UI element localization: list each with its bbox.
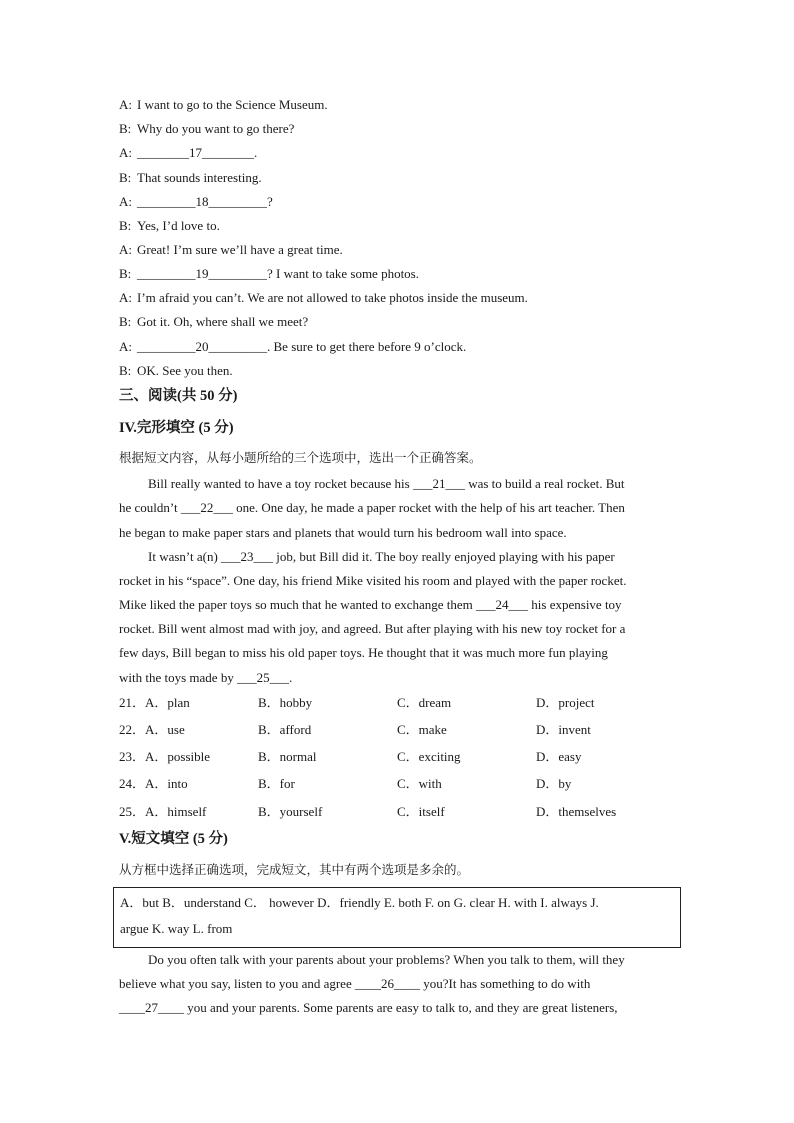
cloze-line	[119, 500, 625, 516]
dialogue-line	[119, 290, 528, 306]
choice-option: 23．A．possible	[119, 749, 211, 764]
dialogue-line	[119, 242, 343, 258]
cloze-text: It wasn’t a(n)	[148, 549, 222, 564]
answer-blank: _________20_________	[137, 339, 267, 354]
passage-text: believe what you say, listen to you and agree	[119, 976, 355, 991]
answer-blank: _________18_________	[137, 194, 267, 209]
passage-line	[148, 952, 625, 968]
cloze-text: rocket. Bill went almost mad with joy, and agreed. But after playing with his new toy rocket for a	[119, 621, 626, 636]
passage-blank: ____26____	[354, 976, 420, 991]
word-box-line-2: argue K. way L. from	[120, 921, 233, 936]
choice-option: D．by	[536, 776, 572, 791]
speaker-label: A:	[119, 290, 132, 305]
choice-option: C．dream	[397, 695, 452, 710]
cloze-line	[119, 597, 622, 613]
dialogue-line	[119, 266, 419, 282]
choice-option: C．itself	[397, 804, 445, 819]
dialogue-text-after: ? I want to take some photos.	[267, 266, 419, 281]
cloze-line	[119, 573, 626, 589]
choice-option: B．afford	[258, 722, 312, 737]
cloze-line	[119, 645, 608, 661]
choice-option: C．make	[397, 722, 447, 737]
choice-option: D．themselves	[536, 804, 617, 819]
cloze-text-after: .	[289, 670, 293, 685]
section-5-title: V.短文填空 (5 分)	[119, 831, 228, 847]
answer-blank: ________17________	[137, 145, 254, 160]
dialogue-text: Why do you want to go there?	[137, 121, 295, 136]
dialogue-text: Great! I’m sure we’ll have a great time.	[137, 242, 343, 257]
passage-blank: ____27____	[119, 1000, 184, 1015]
cloze-text: Mike liked the paper toys so much that he wanted to exchange them	[119, 597, 477, 612]
cloze-blank: ___22___	[180, 500, 233, 515]
passage-text-after: you and your parents. Some parents are easy to talk to, and they are great listeners,	[184, 1000, 618, 1015]
dialogue-text: That sounds interesting.	[137, 170, 262, 185]
speaker-label: A:	[119, 97, 132, 112]
dialogue-text-after: ?	[267, 194, 273, 209]
dialogue-line	[119, 145, 257, 161]
dialogue-line	[119, 314, 308, 330]
speaker-label: B:	[119, 121, 132, 136]
cloze-line	[119, 525, 567, 541]
cloze-blank: ___25___	[237, 670, 290, 685]
cloze-text-after: his expensive toy	[528, 597, 622, 612]
section-3-title: 三、阅读(共 50 分)	[119, 388, 238, 404]
choice-option: B．normal	[258, 749, 317, 764]
dialogue-text: Yes, I’d love to.	[137, 218, 220, 233]
speaker-label: B:	[119, 218, 132, 233]
speaker-label: B:	[119, 170, 132, 185]
dialogue-text: I want to go to the Science Museum.	[137, 97, 328, 112]
passage-text-after: you?It has something to do with	[419, 976, 591, 991]
speaker-label: A:	[119, 145, 132, 160]
choice-option: D．invent	[536, 722, 591, 737]
cloze-line	[119, 621, 625, 637]
choice-option: 24．A．into	[119, 776, 188, 791]
speaker-label: A:	[119, 194, 132, 209]
cloze-text: few days, Bill began to miss his old paper toys. He thought that it was much more fun playing	[119, 645, 608, 660]
cloze-blank: ___23___	[221, 549, 274, 564]
choice-option: B．hobby	[258, 695, 313, 710]
passage-line	[119, 976, 590, 992]
dialogue-text: Got it. Oh, where shall we meet?	[137, 314, 309, 329]
dialogue-text-after: .	[254, 145, 258, 160]
dialogue-line	[119, 363, 233, 379]
cloze-text: he began to make paper stars and planets that would turn his bedroom wall into space.	[119, 525, 567, 540]
choice-option: D．project	[536, 695, 595, 710]
choice-option: 25．A．himself	[119, 804, 207, 819]
cloze-blank: ___21___	[412, 476, 465, 491]
choice-option: D．easy	[536, 749, 582, 764]
cloze-line	[148, 549, 615, 565]
dialogue-text: OK. See you then.	[137, 363, 233, 378]
passage-text: Do you often talk with your parents about your problems? When you talk to them, will they	[148, 952, 625, 967]
cloze-line	[148, 476, 625, 492]
section-5-instruction: 从方框中选择正确选项，完成短文，其中有两个选项是多余的。	[119, 862, 470, 877]
section-4-instruction: 根据短文内容，从每小题所给的三个选项中，选出一个正确答案。	[119, 450, 482, 465]
choice-option: B．yourself	[258, 804, 323, 819]
cloze-text: he couldn’t	[119, 500, 181, 515]
speaker-label: B:	[119, 314, 132, 329]
cloze-text: rocket in his “space”. One day, his friend Mike visited his room and played with the paper rocket.	[119, 573, 627, 588]
cloze-text-after: job, but Bill did it. The boy really enjoyed playing with his paper	[273, 549, 615, 564]
dialogue-text-after: . Be sure to get there before 9 o’clock.	[267, 339, 467, 354]
cloze-line	[119, 670, 292, 686]
cloze-blank: ___24___	[476, 597, 529, 612]
dialogue-line	[119, 339, 466, 355]
dialogue-line	[119, 121, 294, 137]
choice-option: C．with	[397, 776, 442, 791]
word-box-line-1: A．but B．understand C． however D．friendly E. both F. on G. clear H. with I. always J.	[120, 895, 599, 910]
cloze-text-after: one. One day, he made a paper rocket with the help of his art teacher. Then	[232, 500, 625, 515]
choice-option: 22．A．use	[119, 722, 185, 737]
dialogue-line	[119, 97, 328, 113]
cloze-text-after: was to build a real rocket. But	[464, 476, 625, 491]
choice-option: C．exciting	[397, 749, 461, 764]
word-box	[113, 887, 681, 948]
section-4-title: IV.完形填空 (5 分)	[119, 420, 234, 436]
cloze-text: with the toys made by	[119, 670, 238, 685]
choice-option: 21．A．plan	[119, 695, 190, 710]
cloze-text: Bill really wanted to have a toy rocket because his	[148, 476, 413, 491]
speaker-label: B:	[119, 363, 132, 378]
dialogue-line	[119, 170, 262, 186]
answer-blank: _________19_________	[137, 266, 267, 281]
choice-option: B．for	[258, 776, 295, 791]
passage-line	[119, 1000, 618, 1016]
dialogue-line	[119, 218, 220, 234]
speaker-label: B:	[119, 266, 132, 281]
speaker-label: A:	[119, 242, 132, 257]
speaker-label: A:	[119, 339, 132, 354]
dialogue-text: I’m afraid you can’t. We are not allowed to take photos inside the museum.	[137, 290, 528, 305]
dialogue-line	[119, 194, 273, 210]
